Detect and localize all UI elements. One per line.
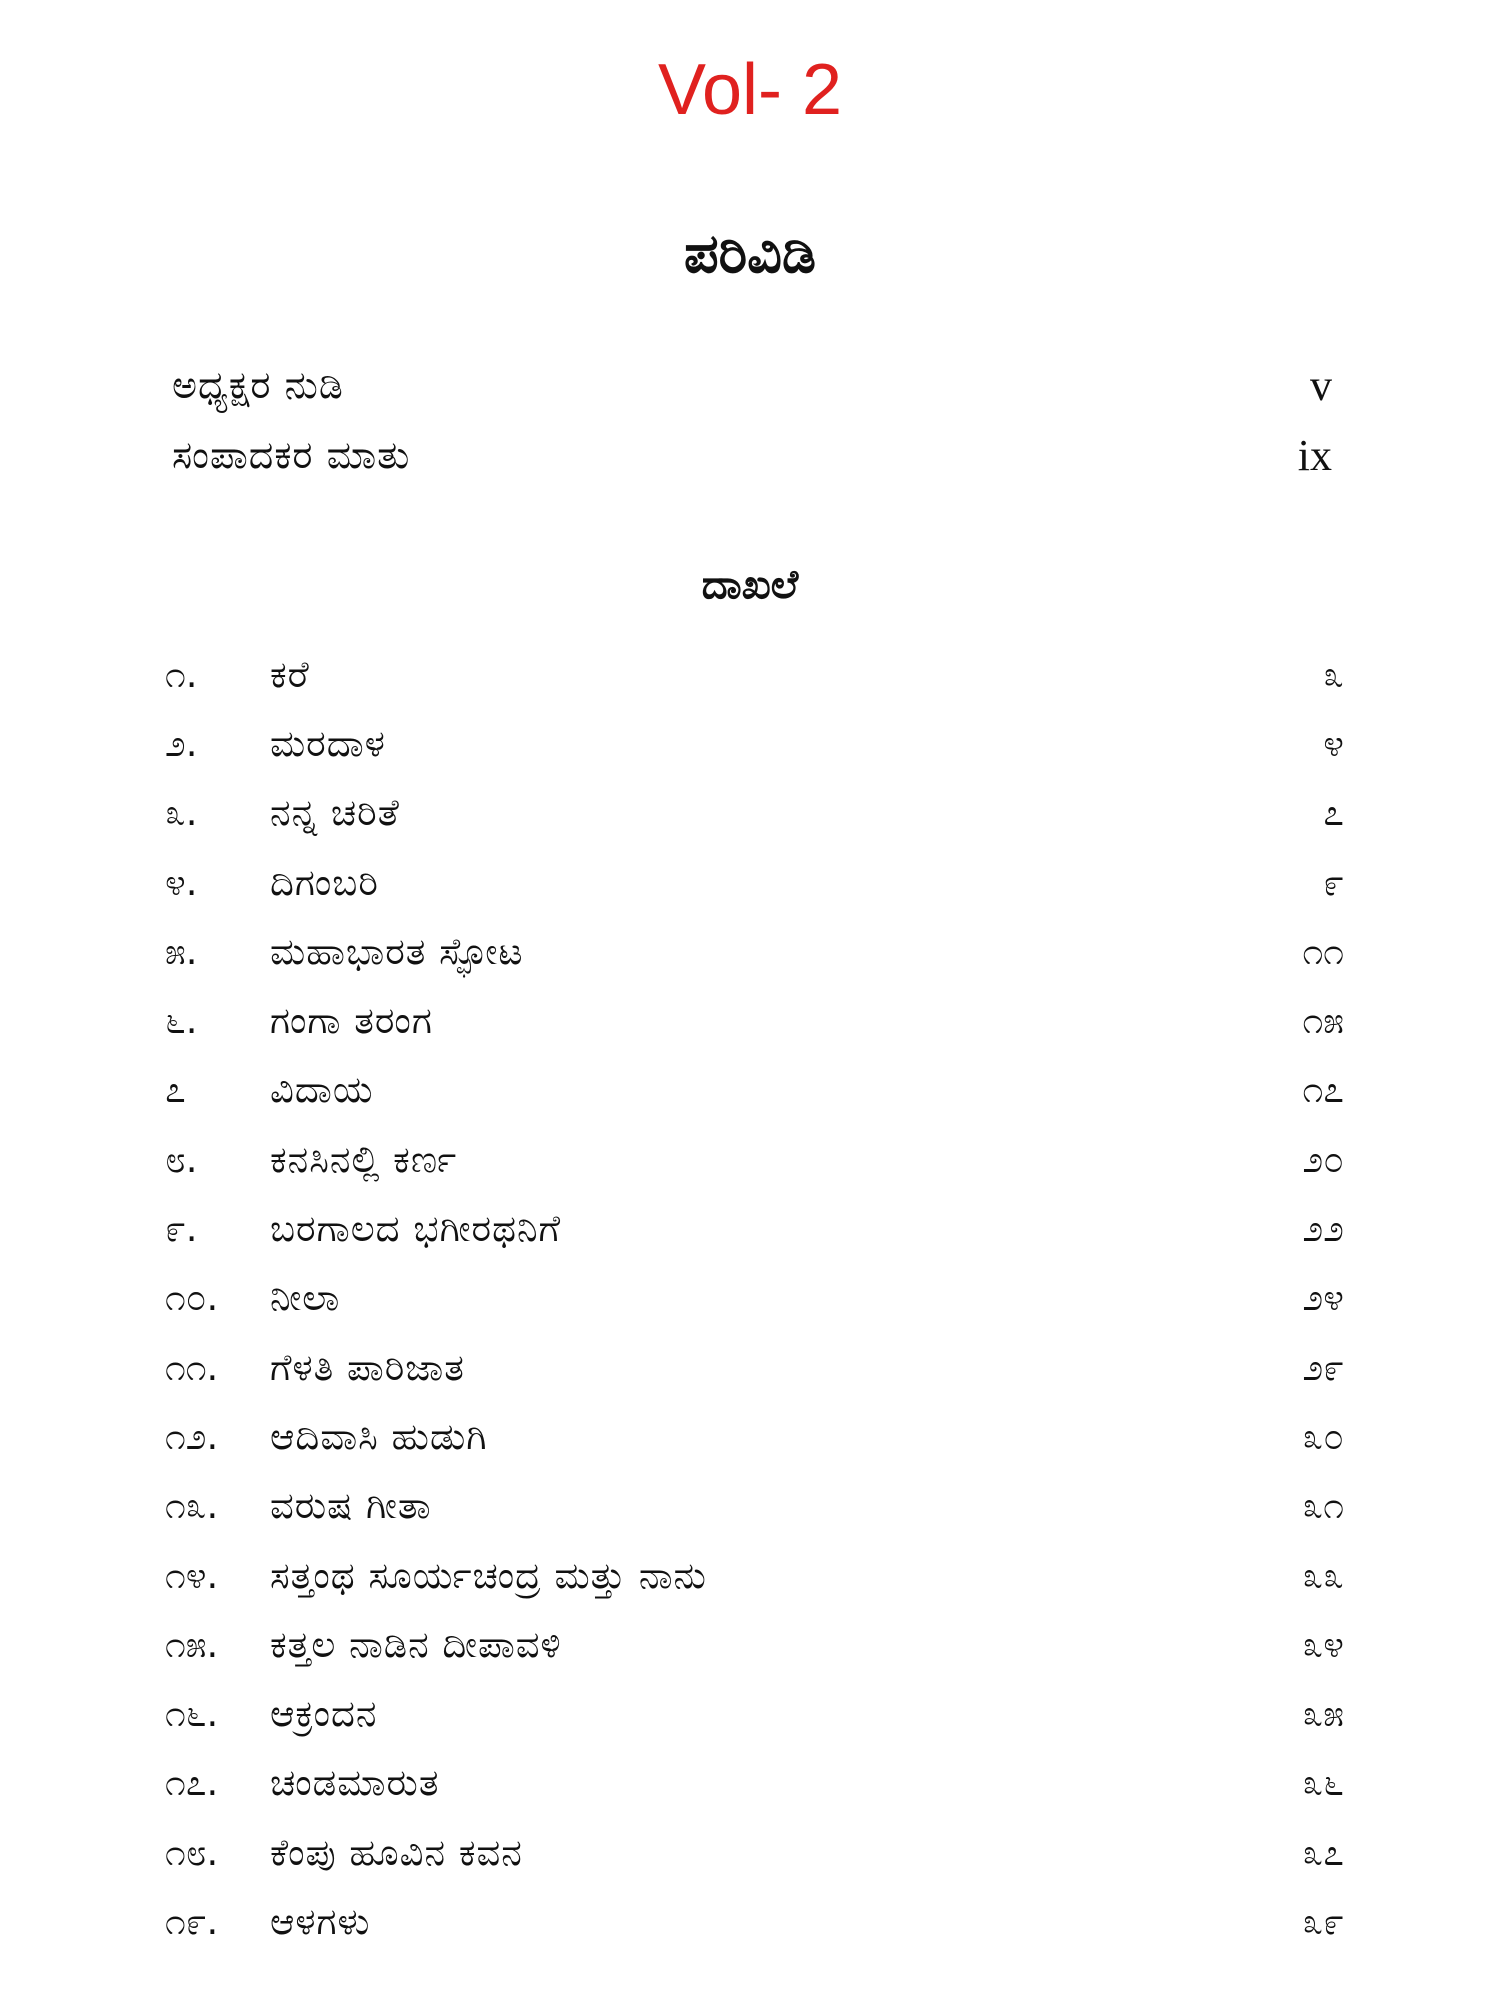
- entry-number: ೮.: [165, 1137, 198, 1181]
- toc-entry: [165, 1887, 1350, 1956]
- entry-page: ೨೨: [1302, 1207, 1344, 1251]
- entry-title: ಮಹಾಭಾರತ ಸ್ಫೋಟ: [270, 929, 524, 973]
- entry-number: ೪.: [165, 860, 198, 904]
- front-matter-row: [172, 425, 1342, 485]
- toc-entry: [165, 709, 1350, 778]
- entry-title: ನೀಲಾ: [270, 1276, 341, 1320]
- entry-title: ವರುಷ ಗೀತಾ: [270, 1484, 432, 1528]
- entry-page: ೧೫: [1302, 999, 1344, 1043]
- entry-title: ಕೆಂಪು ಹೂವಿನ ಕವನ: [270, 1830, 523, 1874]
- toc-entry: [165, 1818, 1350, 1887]
- entry-title: ಗೆಳತಿ ಪಾರಿಜಾತ: [270, 1345, 465, 1389]
- toc-entry: [165, 1056, 1350, 1125]
- entry-title: ಕನಸಿನಲ್ಲಿ ಕರ್ಣ: [270, 1137, 458, 1181]
- toc-entry: [165, 1402, 1350, 1471]
- toc-entry: [165, 640, 1350, 709]
- entry-page: ೩೫: [1302, 1692, 1344, 1736]
- toc-entry: [165, 986, 1350, 1055]
- entry-title: ಕರೆ: [270, 652, 310, 696]
- entry-page: ೨೦: [1302, 1137, 1344, 1181]
- entry-number: ೧೩.: [165, 1484, 219, 1528]
- entry-title: ಆದಿವಾಸಿ ಹುಡುಗಿ: [270, 1414, 488, 1458]
- entry-title: ಗಂಗಾ ತರಂಗ: [270, 999, 433, 1043]
- front-matter-page: v: [1310, 360, 1332, 410]
- entry-page: ೧೭: [1302, 1068, 1344, 1112]
- toc-entry: [165, 1333, 1350, 1402]
- entry-page: ೩೬: [1302, 1761, 1344, 1805]
- entry-number: ೧೮.: [165, 1830, 219, 1874]
- entry-number: ೧೭.: [165, 1761, 219, 1805]
- front-matter-page: ix: [1297, 430, 1332, 480]
- toc-entry: [165, 779, 1350, 848]
- toc-entry: [165, 1610, 1350, 1679]
- entry-number: ೧೧.: [165, 1345, 219, 1389]
- entry-title: ವಿದಾಯ: [270, 1068, 374, 1112]
- entry-title: ಮರದಾಳ: [270, 721, 386, 765]
- entry-page: ೩೯: [1302, 1899, 1344, 1943]
- toc-entry: [165, 1541, 1350, 1610]
- entry-title: ಚಂಡಮಾರುತ: [270, 1761, 440, 1805]
- front-matter-title: ಸಂಪಾದಕರ ಮಾತು: [172, 432, 411, 477]
- entry-title: ಸತ್ತಂಥ ಸೂರ್ಯಚಂದ್ರ ಮತ್ತು ನಾನು: [270, 1553, 707, 1597]
- volume-label: Vol- 2: [657, 50, 843, 130]
- entry-number: ೧೯.: [165, 1899, 219, 1943]
- toc-entry: [165, 848, 1350, 917]
- entry-page: ೭: [1323, 791, 1344, 835]
- entry-title: ಬರಗಾಲದ ಭಗೀರಥನಿಗೆ: [270, 1207, 562, 1251]
- entry-number: ೧೫.: [165, 1622, 219, 1666]
- front-matter-title: ಅಧ್ಯಕ್ಷರ ನುಡಿ: [172, 362, 344, 407]
- entry-page: ೩೭: [1302, 1830, 1344, 1874]
- entry-number: ೬.: [165, 999, 198, 1043]
- toc-entry: [165, 917, 1350, 986]
- entry-page: ೨೪: [1302, 1276, 1344, 1320]
- section-heading: ದಾಖಲೆ: [701, 562, 799, 608]
- entry-title: ಆಕ್ರಂದನ: [270, 1692, 378, 1736]
- entry-number: ೭: [165, 1068, 186, 1112]
- entry-page: ೩೧: [1302, 1484, 1344, 1528]
- toc-entry: [165, 1749, 1350, 1818]
- entry-title: ಕತ್ತಲ ನಾಡಿನ ದೀಪಾವಳಿ: [270, 1622, 562, 1666]
- toc-entry: [165, 1472, 1350, 1541]
- entry-title: ದಿಗಂಬರಿ: [270, 860, 379, 904]
- toc-entry: [165, 1125, 1350, 1194]
- table-of-contents: [165, 640, 1350, 1957]
- entry-number: ೯.: [165, 1207, 198, 1251]
- front-matter-row: [172, 355, 1342, 415]
- entry-title: ಆಳಗಳು: [270, 1899, 371, 1943]
- toc-entry: [165, 1194, 1350, 1263]
- entry-title: ನನ್ನ ಚರಿತೆ: [270, 791, 400, 835]
- entry-number: ೧.: [165, 652, 198, 696]
- toc-entry: [165, 1264, 1350, 1333]
- entry-page: ೧೧: [1302, 929, 1344, 973]
- entry-page: ೩೩: [1302, 1553, 1344, 1597]
- entry-number: ೩.: [165, 791, 198, 835]
- entry-page: ೩೦: [1302, 1414, 1344, 1458]
- entry-page: ೨೯: [1302, 1345, 1344, 1389]
- toc-entry: [165, 1679, 1350, 1748]
- entry-number: ೫.: [165, 929, 198, 973]
- entry-page: ೩: [1323, 652, 1344, 696]
- entry-number: ೧೪.: [165, 1553, 219, 1597]
- entry-number: ೧೬.: [165, 1692, 219, 1736]
- entry-number: ೧೨.: [165, 1414, 219, 1458]
- entry-number: ೨.: [165, 721, 198, 765]
- page-title: ಪರಿವಿಡಿ: [684, 222, 816, 285]
- entry-page: ೪: [1323, 721, 1344, 765]
- entry-page: ೯: [1323, 860, 1344, 904]
- entry-number: ೧೦.: [165, 1276, 219, 1320]
- entry-page: ೩೪: [1302, 1622, 1344, 1666]
